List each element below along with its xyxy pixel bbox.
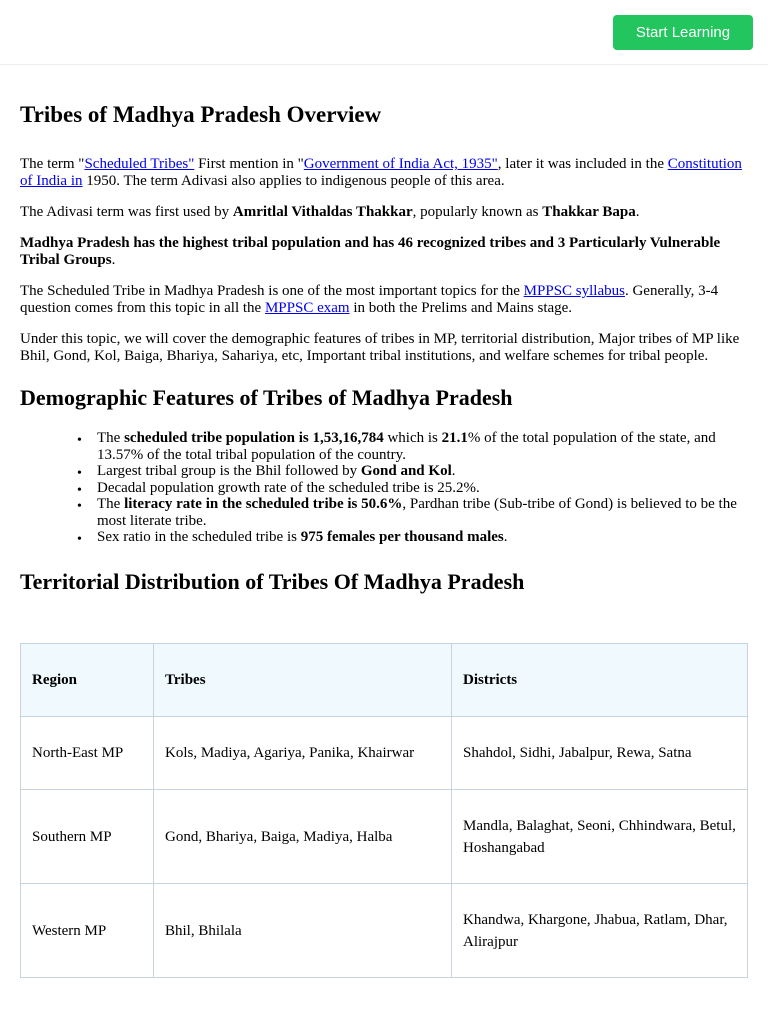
start-learning-button[interactable]: Start Learning <box>613 15 753 50</box>
region-cell: Southern MP <box>21 790 154 884</box>
coverage-paragraph: Under this topic, we will cover the demographic features of tribes in MP, territorial distribution, Major tribes of MP like Bhil, Gond, Kol, Baiga, Bhariya, Sahariya, etc, Important tribal institutions, and welfare schemes for tribal people. <box>20 331 740 364</box>
bullet-icon: • <box>77 433 82 448</box>
amritlal-name: Amritlal Vithaldas Thakkar <box>232 204 413 220</box>
table-row <box>21 790 748 884</box>
mppsc-syllabus-link[interactable]: MPPSC syllabus <box>523 283 625 299</box>
highest-population-period: . <box>111 252 116 268</box>
mppsc-exam-link[interactable]: MPPSC exam <box>264 300 350 316</box>
table-row <box>21 717 748 790</box>
column-header-region: Region <box>21 644 154 717</box>
list-text: The <box>97 430 125 446</box>
column-header-tribes: Tribes <box>154 644 452 717</box>
list-item <box>77 430 745 463</box>
mppsc-text-2: . Generally, 3-4 question comes from this topic in all the <box>20 283 719 316</box>
demographic-heading: Demographic Features of Tribes of Madhya Pradesh <box>20 385 513 410</box>
list-text: . <box>451 463 456 479</box>
adivasi-paragraph <box>20 204 745 221</box>
list-item <box>77 463 745 481</box>
table-row <box>21 884 748 978</box>
thakkar-bapa-name: Thakkar Bapa <box>542 204 636 220</box>
adivasi-text-2: , popularly known as <box>412 204 543 220</box>
mppsc-text-1: The Scheduled Tribe in Madhya Pradesh is one of the most important topics for the <box>20 283 524 299</box>
list-text: . <box>503 529 508 545</box>
intro-paragraph <box>20 156 745 190</box>
list-item <box>77 529 745 547</box>
districts-cell: Khandwa, Khargone, Jhabua, Ratlam, Dhar, Alirajpur <box>452 884 748 978</box>
tribes-cell: Bhil, Bhilala <box>154 884 452 978</box>
list-text: The <box>97 496 125 512</box>
list-bold: Gond and Kol <box>360 463 452 479</box>
intro-text-3: , later it was included in the <box>497 156 668 172</box>
highest-population-paragraph <box>20 235 745 269</box>
bullet-icon: • <box>77 532 82 547</box>
territorial-table <box>20 643 748 978</box>
tribes-cell: Kols, Madiya, Agariya, Panika, Khairwar <box>154 717 452 790</box>
column-header-districts: Districts <box>452 644 748 717</box>
list-text: % of the total population of the state, and 13.57% of the total tribal population of the country. <box>97 430 716 463</box>
districts-cell: Mandla, Balaghat, Seoni, Chhindwara, Betul, Hoshangabad <box>452 790 748 884</box>
intro-text-2: First mention in " <box>194 156 304 172</box>
list-text: Sex ratio in the scheduled tribe is <box>97 529 301 545</box>
territorial-heading: Territorial Distribution of Tribes Of Madhya Pradesh <box>20 568 525 594</box>
highest-population-text: Madhya Pradesh has the highest tribal population and has 46 recognized tribes and 3 Particularly Vulnerable Tribal Groups <box>20 235 721 268</box>
intro-text-4: 1950. The term Adivasi also applies to indigenous people of this area. <box>82 173 505 189</box>
intro-text-1: The term " <box>20 156 85 172</box>
list-bold: literacy rate in the scheduled tribe is 50.6% <box>124 496 403 512</box>
list-item <box>77 479 745 498</box>
list-bold: scheduled tribe population is 1,53,16,784 <box>124 430 384 446</box>
list-text: Largest tribal group is the Bhil followed by <box>97 463 361 479</box>
region-cell: Western MP <box>21 884 154 978</box>
demographic-list <box>20 430 745 546</box>
list-bold: 21.1 <box>441 430 468 446</box>
mppsc-text-3: in both the Prelims and Mains stage. <box>349 300 573 316</box>
list-item <box>77 496 745 529</box>
government-of-india-act-link[interactable]: Government of India Act, 1935" <box>303 156 498 172</box>
bullet-icon: • <box>77 499 82 514</box>
page-title: Tribes of Madhya Pradesh Overview <box>20 102 382 127</box>
scheduled-tribes-link[interactable]: Scheduled Tribes" <box>84 156 195 172</box>
tribes-cell: Gond, Bhariya, Baiga, Madiya, Halba <box>154 790 452 884</box>
list-text: Decadal population growth rate of the scheduled tribe is 25.2%. <box>97 479 480 496</box>
article-content <box>20 100 745 596</box>
bullet-icon: • <box>77 466 82 481</box>
top-bar <box>0 0 768 65</box>
list-text: , Pardhan tribe (Sub-tribe of Gond) is believed to be the most literate tribe. <box>97 496 737 529</box>
mppsc-paragraph <box>20 283 745 317</box>
districts-cell: Shahdol, Sidhi, Jabalpur, Rewa, Satna <box>452 717 748 790</box>
constitution-of-india-link[interactable]: Constitution of India in <box>20 156 742 189</box>
list-text: which is <box>383 430 442 446</box>
adivasi-text-1: The Adivasi term was first used by <box>20 204 233 220</box>
list-bold: 975 females per thousand males <box>300 529 504 545</box>
adivasi-text-3: . <box>635 204 640 220</box>
table-header-row <box>21 644 748 717</box>
region-cell: North-East MP <box>21 717 154 790</box>
bullet-icon: • <box>77 482 82 498</box>
